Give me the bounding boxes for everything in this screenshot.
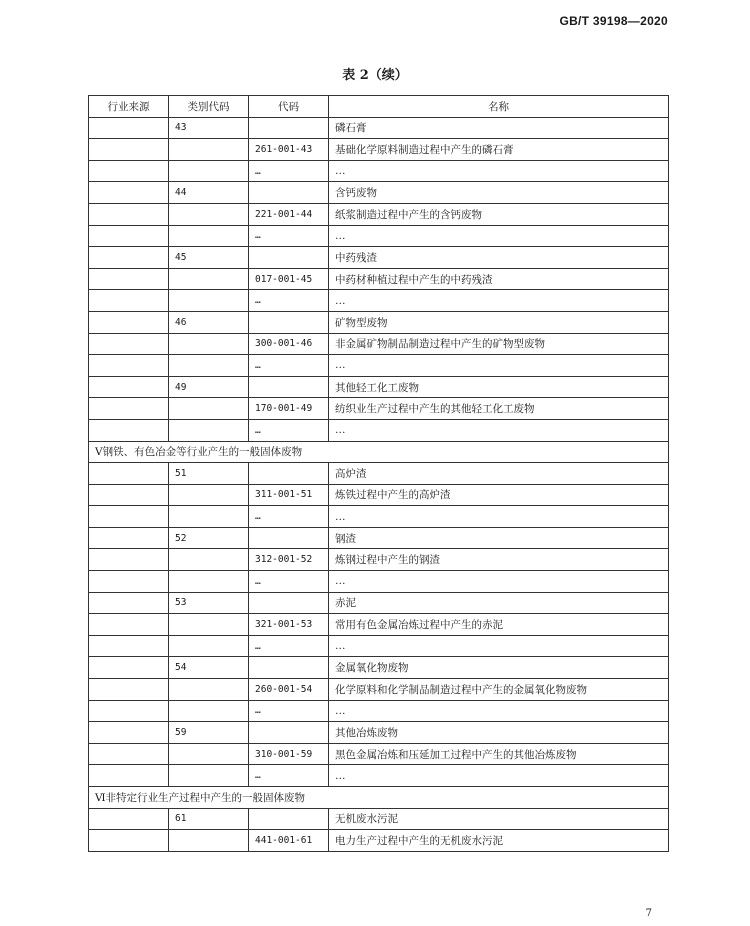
name-cell: 含钙废物 [329,182,669,204]
industry-source-cell [89,376,169,398]
column-header-code: 代码 [249,96,329,118]
category-row [89,722,669,744]
industry-source-cell [89,484,169,506]
industry-source-cell [89,290,169,312]
category-row [89,463,669,485]
industry-source-cell [89,419,169,441]
name-cell: 黑色金属冶炼和压延加工过程中产生的其他冶炼废物 [329,743,669,765]
name-cell: 高炉渣 [329,463,669,485]
name-cell: … [329,765,669,787]
industry-source-cell [89,700,169,722]
industry-source-cell [89,160,169,182]
code-cell: … [249,419,329,441]
category-code-cell [169,290,249,312]
name-cell: 非金属矿物制品制造过程中产生的矿物型废物 [329,333,669,355]
category-code-cell [169,419,249,441]
category-code-cell: 43 [169,117,249,139]
category-row [89,376,669,398]
industry-source-cell [89,765,169,787]
code-cell [249,463,329,485]
table-row [89,765,669,787]
name-cell: 钢渣 [329,527,669,549]
category-code-cell [169,268,249,290]
table-row [89,700,669,722]
code-cell: 312-001-52 [249,549,329,571]
category-code-cell [169,549,249,571]
category-code-cell [169,679,249,701]
code-cell: … [249,225,329,247]
category-row [89,247,669,269]
category-code-cell [169,635,249,657]
industry-source-cell [89,527,169,549]
table-row [89,484,669,506]
code-cell: 321-001-53 [249,614,329,636]
industry-source-cell [89,571,169,593]
industry-source-cell [89,225,169,247]
name-cell: 中药材种植过程中产生的中药残渣 [329,268,669,290]
industry-source-cell [89,679,169,701]
category-code-cell [169,333,249,355]
category-code-cell [169,765,249,787]
section-title: Ⅵ非特定行业生产过程中产生的一般固体废物 [89,787,669,809]
category-row [89,657,669,679]
name-cell: 常用有色金属冶炼过程中产生的赤泥 [329,614,669,636]
category-code-cell [169,203,249,225]
category-row [89,311,669,333]
industry-source-cell [89,203,169,225]
category-code-cell [169,355,249,377]
industry-source-cell [89,830,169,852]
category-code-cell: 52 [169,527,249,549]
industry-source-cell [89,808,169,830]
name-cell: 无机废水污泥 [329,808,669,830]
name-cell: … [329,506,669,528]
code-cell: … [249,290,329,312]
section-row [89,441,669,463]
table-row [89,419,669,441]
waste-classification-table [88,95,669,852]
name-cell: 基础化学原料制造过程中产生的磷石膏 [329,139,669,161]
table-body [89,117,669,851]
table-header-row [89,96,669,118]
code-cell: 300-001-46 [249,333,329,355]
category-code-cell: 51 [169,463,249,485]
name-cell: … [329,419,669,441]
table-row [89,355,669,377]
category-code-cell [169,830,249,852]
name-cell: … [329,355,669,377]
industry-source-cell [89,463,169,485]
code-cell [249,657,329,679]
standard-code: GB/T 39198—2020 [559,14,668,28]
industry-source-cell [89,247,169,269]
category-code-cell: 54 [169,657,249,679]
column-header-industry-source: 行业来源 [89,96,169,118]
table-row [89,398,669,420]
category-code-cell [169,506,249,528]
industry-source-cell [89,743,169,765]
category-code-cell [169,398,249,420]
name-cell: 化学原料和化学制品制造过程中产生的金属氧化物废物 [329,679,669,701]
name-cell: 赤泥 [329,592,669,614]
name-cell: 炼铁过程中产生的高炉渣 [329,484,669,506]
name-cell: 纸浆制造过程中产生的含钙废物 [329,203,669,225]
category-code-cell [169,139,249,161]
category-code-cell: 53 [169,592,249,614]
industry-source-cell [89,398,169,420]
table-row [89,333,669,355]
name-cell: … [329,160,669,182]
table-row [89,139,669,161]
category-code-cell: 61 [169,808,249,830]
industry-source-cell [89,722,169,744]
code-cell [249,117,329,139]
name-cell: 磷石膏 [329,117,669,139]
industry-source-cell [89,139,169,161]
table-row [89,571,669,593]
table-row [89,290,669,312]
code-cell: … [249,765,329,787]
table-row [89,635,669,657]
code-cell: … [249,160,329,182]
industry-source-cell [89,592,169,614]
code-cell [249,376,329,398]
name-cell: 金属氧化物废物 [329,657,669,679]
name-cell: 电力生产过程中产生的无机废水污泥 [329,830,669,852]
code-cell: 441-001-61 [249,830,329,852]
name-cell: 其他轻工化工废物 [329,376,669,398]
name-cell: 纺织业生产过程中产生的其他轻工化工废物 [329,398,669,420]
name-cell: 其他冶炼废物 [329,722,669,744]
name-cell: 矿物型废物 [329,311,669,333]
table-row [89,743,669,765]
category-code-cell: 44 [169,182,249,204]
table-row [89,160,669,182]
name-cell: 中药残渣 [329,247,669,269]
table-row [89,614,669,636]
code-cell: … [249,506,329,528]
table-row [89,830,669,852]
category-code-cell: 46 [169,311,249,333]
table-row [89,225,669,247]
industry-source-cell [89,268,169,290]
category-code-cell [169,160,249,182]
category-code-cell [169,614,249,636]
industry-source-cell [89,506,169,528]
category-row [89,117,669,139]
industry-source-cell [89,117,169,139]
category-code-cell [169,743,249,765]
code-cell [249,592,329,614]
table-row [89,549,669,571]
industry-source-cell [89,635,169,657]
code-cell [249,182,329,204]
name-cell: … [329,700,669,722]
code-cell [249,527,329,549]
category-row [89,808,669,830]
code-cell: … [249,355,329,377]
code-cell [249,808,329,830]
code-cell [249,311,329,333]
code-cell: 017-001-45 [249,268,329,290]
code-cell: 311-001-51 [249,484,329,506]
category-code-cell [169,700,249,722]
code-cell: 221-001-44 [249,203,329,225]
table-row [89,203,669,225]
category-row [89,182,669,204]
industry-source-cell [89,355,169,377]
section-title: Ⅴ钢铁、有色冶金等行业产生的一般固体废物 [89,441,669,463]
table-row [89,268,669,290]
industry-source-cell [89,333,169,355]
industry-source-cell [89,549,169,571]
industry-source-cell [89,311,169,333]
page-number: 7 [645,908,652,919]
column-header-category-code: 类别代码 [169,96,249,118]
category-code-cell: 49 [169,376,249,398]
category-code-cell: 59 [169,722,249,744]
code-cell: 261-001-43 [249,139,329,161]
category-row [89,592,669,614]
category-code-cell [169,571,249,593]
industry-source-cell [89,182,169,204]
name-cell: … [329,571,669,593]
name-cell: … [329,225,669,247]
code-cell: … [249,700,329,722]
category-row [89,527,669,549]
code-cell [249,722,329,744]
code-cell: 310-001-59 [249,743,329,765]
table-row [89,679,669,701]
name-cell: … [329,635,669,657]
table-row [89,506,669,528]
code-cell: … [249,571,329,593]
code-cell: 170-001-49 [249,398,329,420]
industry-source-cell [89,614,169,636]
table-title: 表 2（续） [342,68,408,83]
industry-source-cell [89,657,169,679]
category-code-cell [169,225,249,247]
name-cell: … [329,290,669,312]
code-cell [249,247,329,269]
name-cell: 炼钢过程中产生的钢渣 [329,549,669,571]
column-header-name: 名称 [329,96,669,118]
code-cell: 260-001-54 [249,679,329,701]
category-code-cell [169,484,249,506]
category-code-cell: 45 [169,247,249,269]
code-cell: … [249,635,329,657]
section-row [89,787,669,809]
